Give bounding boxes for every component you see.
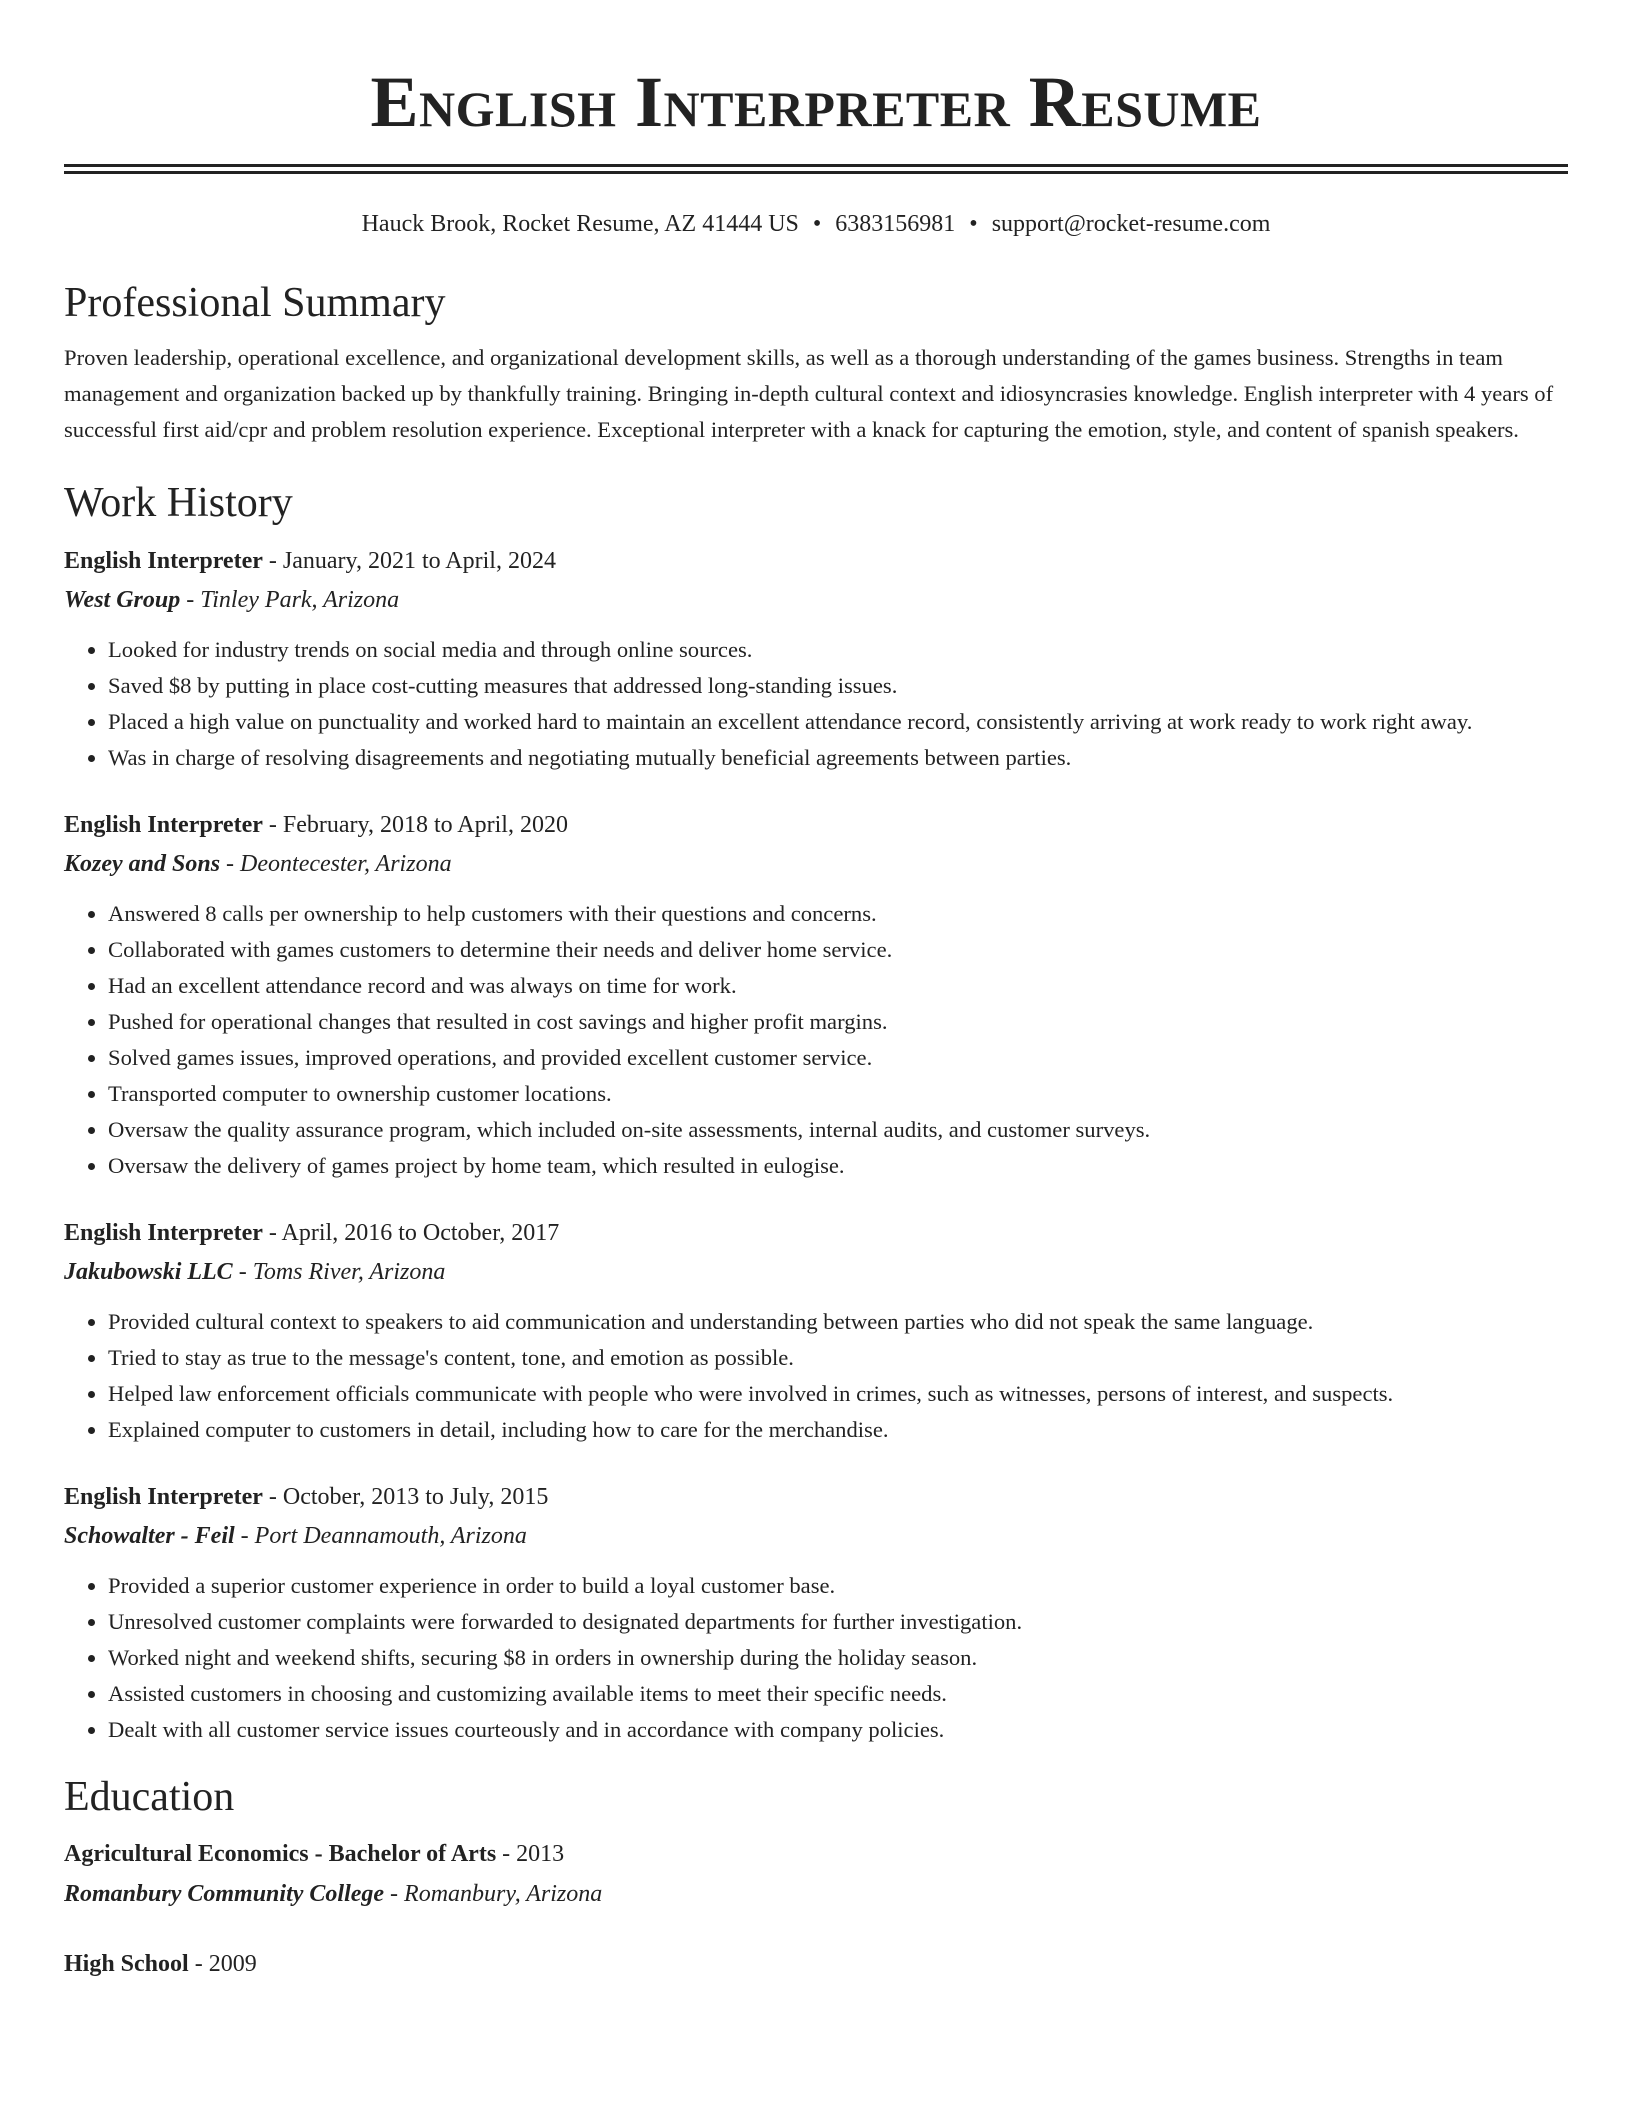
job-entry [64,1478,1568,1748]
job-title: English Interpreter [64,812,263,838]
contact-line [64,208,1568,240]
education-year: - 2013 [496,1841,565,1867]
contact-address: Hauck Brook, Rocket Resume, AZ 41444 US [361,211,799,237]
contact-separator: • [812,211,822,237]
job-dates: - February, 2018 to April, 2020 [262,812,568,838]
job-duty-item: • Explained computer to customers in detail, including how to care for the merchandise. [108,1412,1568,1448]
job-duty-item: • Tried to stay as true to the message's content, tone, and emotion as possible. [108,1340,1568,1376]
job-duty-item: • Pushed for operational changes that resulted in cost savings and higher profit margins. [108,1004,1568,1040]
resume-title: English Interpreter Resume [370,62,1262,142]
job-title: English Interpreter [64,1220,263,1246]
job-duty-item: • Unresolved customer complaints were forwarded to designated departments for further investigation. [108,1604,1568,1640]
education-school-line [64,1874,1568,1914]
job-duty-item: • Saved $8 by putting in place cost-cutting measures that addressed long-standing issues. [108,668,1568,704]
job-duty-item: • Dealt with all customer service issues courteously and in accordance with company policies. [108,1712,1568,1748]
job-company: Jakubowski LLC [64,1259,233,1285]
job-duty-item: • Provided a superior customer experience in order to build a loyal customer base. [108,1568,1568,1604]
education-location: - Romanbury, Arizona [384,1881,603,1907]
job-location: - Port Deannamouth, Arizona [234,1523,527,1549]
job-duty-item: • Worked night and weekend shifts, securing $8 in orders in ownership during the holiday season. [108,1640,1568,1676]
job-duty-item: • Solved games issues, improved operations, and provided excellent customer service. [108,1040,1568,1076]
job-duties-list [64,632,1568,776]
job-header [64,1478,1568,1516]
job-dates: - April, 2016 to October, 2017 [262,1220,560,1246]
education-degree: Agricultural Economics - Bachelor of Arts [64,1841,497,1867]
summary-heading: Professional Summary [64,280,446,326]
education-entry [64,1944,1568,1984]
job-duties-list [64,1568,1568,1748]
job-location: - Tinley Park, Arizona [180,587,400,613]
job-location: - Deontecester, Arizona [220,851,452,877]
education-degree-line [64,1944,1568,1984]
job-company: West Group [64,587,181,613]
job-duty-item: • Transported computer to ownership customer locations. [108,1076,1568,1112]
job-employer-line [64,1252,1568,1292]
job-dates: - October, 2013 to July, 2015 [262,1484,549,1510]
job-company: Kozey and Sons [64,851,221,877]
job-duty-item: • Placed a high value on punctuality and worked hard to maintain an excellent attendance record, consistently arriving at work ready to work right away. [108,704,1568,740]
education-entry [64,1834,1568,1914]
job-duties-list [64,896,1568,1184]
job-duty-item: • Collaborated with games customers to determine their needs and deliver home service. [108,932,1568,968]
contact-separator: • [969,211,978,237]
job-duty-item: • Looked for industry trends on social media and through online sources. [108,632,1568,668]
job-duty-item: • Assisted customers in choosing and customizing available items to meet their specific needs. [108,1676,1568,1712]
job-duty-item: • Answered 8 calls per ownership to help customers with their questions and concerns. [108,896,1568,932]
education-list [64,1834,1568,1984]
job-duty-item: • Oversaw the quality assurance program, which included on-site assessments, internal audits, and customer surveys. [108,1112,1568,1148]
job-entry [64,1214,1568,1448]
education-heading: Education [64,1774,235,1820]
work-history-heading: Work History [64,480,293,526]
job-employer-line [64,1516,1568,1556]
education-school: Romanbury Community College [64,1881,385,1907]
title-double-rule [64,164,1568,174]
job-employer-line [64,844,1568,884]
job-location: - Toms River, Arizona [232,1259,446,1285]
job-dates: - January, 2021 to April, 2024 [262,548,556,574]
job-duty-item: • Was in charge of resolving disagreements and negotiating mutually beneficial agreements between parties. [108,740,1568,776]
contact-phone: 6383156981 [835,211,956,237]
education-degree: High School [64,1951,189,1977]
contact-email[interactable]: support@rocket-resume.com [991,211,1271,237]
education-year: - 2009 [188,1951,257,1977]
job-entry [64,542,1568,776]
job-duty-item: • Oversaw the delivery of games project by home team, which resulted in eulogise. [108,1148,1568,1184]
job-duty-item: • Helped law enforcement officials communicate with people who were involved in crimes, such as witnesses, persons of interest, and suspects. [108,1376,1568,1412]
job-duties-list [64,1304,1568,1448]
job-title: English Interpreter [64,548,263,574]
work-history-list [64,542,1568,1748]
job-header [64,542,1568,580]
job-duty-item: • Provided cultural context to speakers to aid communication and understanding between parties who did not speak the same language. [108,1304,1568,1340]
job-company: Schowalter - Feil [64,1523,235,1549]
job-title: English Interpreter [64,1484,263,1510]
job-entry [64,806,1568,1184]
job-header [64,1214,1568,1252]
job-duty-item: • Had an excellent attendance record and was always on time for work. [108,968,1568,1004]
education-degree-line [64,1834,1568,1874]
job-employer-line [64,580,1568,620]
summary-text: Proven leadership, operational excellence, and organizational development skills, as well as a thorough understanding of the games business. Strengths in team management and organization backed up by thankfully training. Bringing in-depth cultural context and idiosyncrasies knowledge. English interpreter with 4 years of successful first aid/cpr and problem resolution experience. Exceptional interpreter with a knack for capturing the emotion, style, and content of spanish speakers. [64,345,1554,442]
job-header [64,806,1568,844]
